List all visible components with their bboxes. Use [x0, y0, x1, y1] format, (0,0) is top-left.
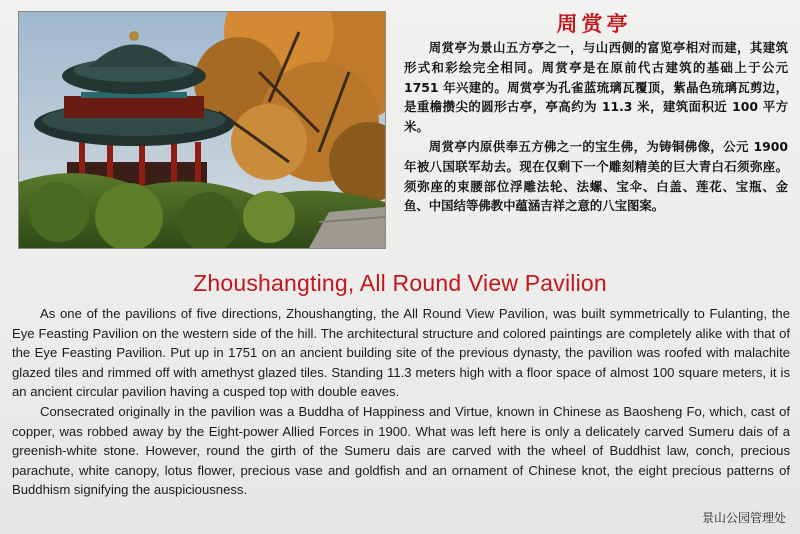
chinese-title: 周赏亭	[556, 11, 632, 36]
issuer-footer: 景山公园管理处	[701, 511, 786, 525]
pavilion-photo	[18, 11, 386, 249]
chinese-description	[404, 38, 788, 216]
chinese-paragraph: 周赏亭为景山五方亭之一，与山西侧的富览亭相对而建，其建筑形式和彩绘完全相同。周赏亭是在原前代古建筑的基础上于公元 1751 年兴建的。周赏亭为孔雀蓝琉璃瓦覆顶，紫晶色琉璃瓦剪边，是重檐攒尖的圆形古亭，亭高约为 11.3 米，建筑面积近 100 平方米。	[404, 40, 788, 135]
english-paragraph: Consecrated originally in the pavilion was a Buddha of Happiness and Virtue, known in Chinese as Baosheng Fo, which, cast of copper, was robbed away by the Eight-power Allied Forces in 1900. What was left here is only a delicately carved Sumeru dais of a greenish-white stone. However, round the girth of the Sumeru dais are carved with the wheel of Buddhist law, conch, precious parachute, white canopy, lotus flower, precious vase and goldfish and an ornament of Chinese knot, the eight precious patterns of Buddhism signifying the auspiciousness.	[12, 403, 790, 498]
chinese-paragraph: 周赏亭内原供奉五方佛之一的宝生佛，为铸铜佛像，公元 1900 年被八国联军劫去。现在仅剩下一个雕刻精美的巨大青白石须弥座。须弥座的束腰部位浮雕法轮、法螺、宝伞、白盖、莲花、宝瓶、金鱼、中国结等佛教中蕴涵吉祥之意的八宝图案。	[404, 138, 788, 214]
english-description	[12, 304, 790, 500]
english-paragraph: As one of the pavilions of five directions, Zhoushangting, the All Round View Pavilion, was built symmetrically to Fulanting, the Eye Feasting Pavilion on the western side of the hill. The architectural structure and colored paintings are completely alike with that of the Eye Feasting Pavilion. Put up in 1751 on an ancient building site of the previous dynasty, the pavilion was roofed with malachite glazed tiles and rimmed off with amethyst glazed tiles. Standing 11.3 meters high with a floor space of almost 100 square meters, it is an ancient circular pavilion having a cusped top with double eaves.	[12, 306, 790, 400]
english-title: Zhoushangting, All Round View Pavilion	[193, 270, 607, 296]
pavilion-photo-illustration	[19, 12, 385, 248]
